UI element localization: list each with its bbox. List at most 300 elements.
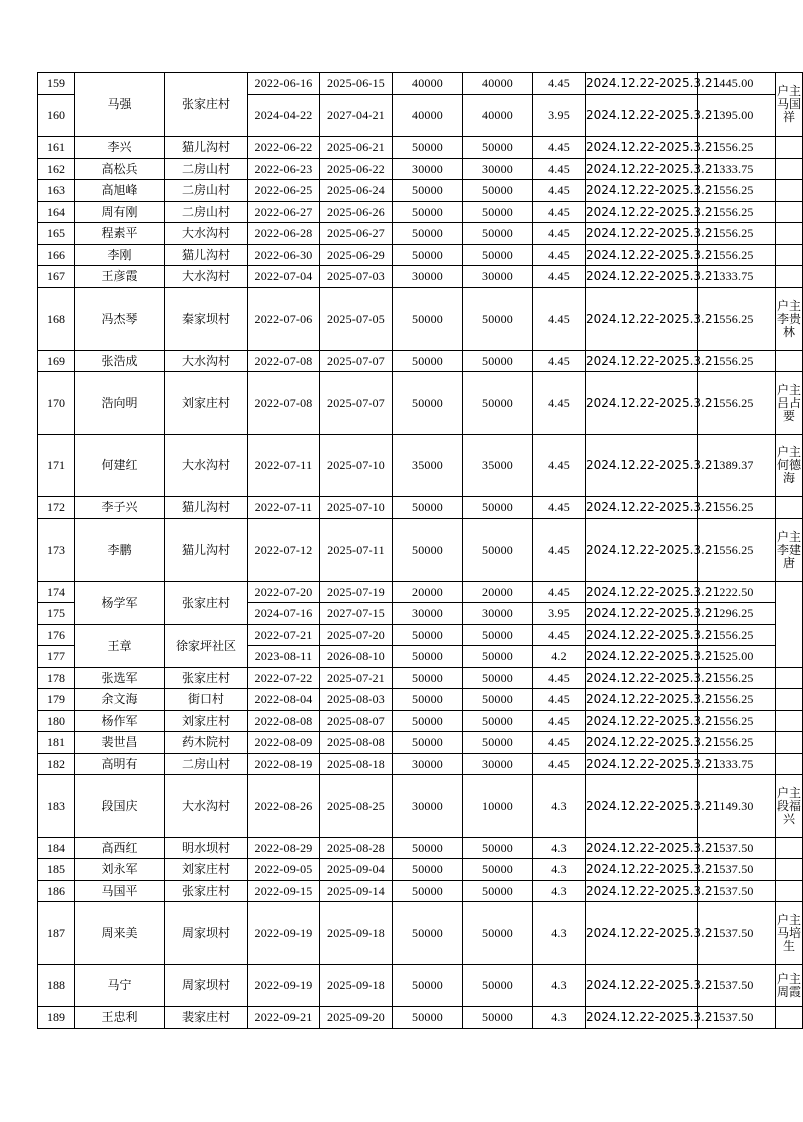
interest-base-cell: 50000 (463, 497, 533, 519)
row-number-cell: 163 (38, 180, 75, 202)
remark-line: 海 (782, 471, 795, 485)
loan-amount-cell: 50000 (393, 245, 463, 266)
loan-start-date-cell: 2022-07-08 (248, 351, 320, 372)
remark-line: 户主 (776, 382, 801, 397)
interest-amount-cell: 556.25 (698, 245, 776, 266)
table-row (38, 582, 803, 603)
interest-amount-cell: 537.50 (698, 881, 776, 902)
remark-cell (776, 965, 803, 1007)
loan-end-date-cell: 2025-09-20 (320, 1007, 393, 1029)
interest-base-cell: 35000 (463, 435, 533, 497)
loan-end-date-cell: 2025-07-10 (320, 497, 393, 519)
interest-base-cell: 40000 (463, 73, 533, 95)
row-number-cell: 184 (38, 838, 75, 859)
loan-end-date-cell: 2025-09-14 (320, 881, 393, 902)
loan-end-date-cell: 2027-07-15 (320, 603, 393, 625)
interest-period-cell: 2024.12.22-2025.3.21 (586, 965, 698, 1007)
village-cell: 明水坝村 (165, 838, 248, 859)
borrower-name-cell: 李子兴 (75, 497, 165, 519)
borrower-name-cell: 李刚 (75, 245, 165, 266)
remark-cell (776, 137, 803, 159)
loan-start-date-cell: 2022-07-06 (248, 288, 320, 351)
borrower-name-cell: 浩向明 (75, 372, 165, 435)
interest-rate-cell: 4.45 (533, 288, 586, 351)
interest-period-cell: 2024.12.22-2025.3.21 (586, 95, 698, 137)
borrower-name-cell: 马宁 (75, 965, 165, 1007)
interest-rate-cell: 4.45 (533, 689, 586, 711)
village-cell: 猫儿沟村 (165, 519, 248, 582)
loan-start-date-cell: 2022-08-08 (248, 711, 320, 732)
interest-base-cell: 50000 (463, 646, 533, 668)
loan-end-date-cell: 2025-06-29 (320, 245, 393, 266)
interest-rate-cell: 4.3 (533, 902, 586, 965)
loan-end-date-cell: 2025-07-07 (320, 372, 393, 435)
village-cell: 刘家庄村 (165, 859, 248, 881)
table-row (38, 137, 803, 159)
interest-period-cell: 2024.12.22-2025.3.21 (586, 881, 698, 902)
table-row (38, 223, 803, 245)
table-row (38, 732, 803, 754)
loan-amount-cell: 50000 (393, 902, 463, 965)
remark-line: 户主 (776, 912, 801, 927)
remark-line: 林 (782, 324, 795, 339)
interest-amount-cell: 537.50 (698, 1007, 776, 1029)
remark-line: 李建 (776, 542, 801, 557)
loan-end-date-cell: 2025-06-26 (320, 202, 393, 223)
loan-amount-cell: 50000 (393, 288, 463, 351)
table-row (38, 497, 803, 519)
borrower-name-cell: 马国平 (75, 881, 165, 902)
loan-end-date-cell: 2025-09-04 (320, 859, 393, 881)
interest-amount-cell: 556.25 (698, 202, 776, 223)
interest-base-cell: 50000 (463, 372, 533, 435)
table-row (38, 625, 803, 646)
loan-amount-cell: 50000 (393, 965, 463, 1007)
loan-end-date-cell: 2027-04-21 (320, 95, 393, 137)
interest-period-cell: 2024.12.22-2025.3.21 (586, 775, 698, 838)
loan-amount-cell: 50000 (393, 137, 463, 159)
loan-amount-cell: 50000 (393, 732, 463, 754)
row-number-cell: 178 (38, 668, 75, 689)
loan-start-date-cell: 2022-06-30 (248, 245, 320, 266)
interest-base-cell: 50000 (463, 223, 533, 245)
village-cell: 猫儿沟村 (165, 497, 248, 519)
table-row (38, 266, 803, 288)
interest-period-cell: 2024.12.22-2025.3.21 (586, 646, 698, 668)
loan-end-date-cell: 2025-08-25 (320, 775, 393, 838)
interest-period-cell: 2024.12.22-2025.3.21 (586, 245, 698, 266)
remark-cell (776, 711, 803, 732)
row-number-cell: 183 (38, 775, 75, 838)
borrower-name-cell: 高松兵 (75, 159, 165, 180)
loan-start-date-cell: 2023-08-11 (248, 646, 320, 668)
interest-amount-cell: 537.50 (698, 838, 776, 859)
loan-amount-cell: 50000 (393, 351, 463, 372)
remark-cell (776, 689, 803, 711)
loan-start-date-cell: 2022-08-09 (248, 732, 320, 754)
interest-rate-cell: 4.3 (533, 838, 586, 859)
remark-cell (776, 180, 803, 202)
interest-amount-cell: 537.50 (698, 902, 776, 965)
loan-start-date-cell: 2022-07-21 (248, 625, 320, 646)
interest-period-cell: 2024.12.22-2025.3.21 (586, 519, 698, 582)
borrower-name-cell: 何建红 (75, 435, 165, 497)
interest-period-cell: 2024.12.22-2025.3.21 (586, 625, 698, 646)
remark-line: 兴 (782, 811, 795, 826)
loan-amount-cell: 40000 (393, 95, 463, 137)
table-body (38, 73, 803, 1029)
interest-period-cell: 2024.12.22-2025.3.21 (586, 668, 698, 689)
village-cell: 秦家坝村 (165, 288, 248, 351)
borrower-name-cell: 高旭峰 (75, 180, 165, 202)
interest-rate-cell: 4.45 (533, 137, 586, 159)
remark-cell (776, 1007, 803, 1029)
remark-line: 吕占 (776, 395, 801, 410)
table-row (38, 902, 803, 965)
table-row (38, 351, 803, 372)
row-number-cell: 170 (38, 372, 75, 435)
loan-end-date-cell: 2025-09-18 (320, 902, 393, 965)
remark-line: 马国 (776, 97, 801, 111)
interest-base-cell: 50000 (463, 137, 533, 159)
loan-end-date-cell: 2025-07-03 (320, 266, 393, 288)
interest-amount-cell: 445.00 (698, 73, 776, 95)
row-number-cell: 182 (38, 754, 75, 775)
loan-amount-cell: 35000 (393, 435, 463, 497)
table-row (38, 859, 803, 881)
remark-cell (776, 351, 803, 372)
loan-end-date-cell: 2025-08-28 (320, 838, 393, 859)
loan-amount-cell: 30000 (393, 775, 463, 838)
interest-period-cell: 2024.12.22-2025.3.21 (586, 711, 698, 732)
borrower-name-cell: 马强 (75, 73, 165, 137)
village-cell: 张家庄村 (165, 881, 248, 902)
village-cell: 猫儿沟村 (165, 137, 248, 159)
loan-start-date-cell: 2022-09-15 (248, 881, 320, 902)
interest-rate-cell: 4.3 (533, 1007, 586, 1029)
interest-base-cell: 50000 (463, 245, 533, 266)
loan-start-date-cell: 2022-07-20 (248, 582, 320, 603)
interest-amount-cell: 556.25 (698, 180, 776, 202)
interest-period-cell: 2024.12.22-2025.3.21 (586, 754, 698, 775)
interest-base-cell: 50000 (463, 625, 533, 646)
village-cell: 刘家庄村 (165, 711, 248, 732)
remark-cell (776, 435, 803, 497)
interest-rate-cell: 3.95 (533, 95, 586, 137)
table-row (38, 965, 803, 1007)
loan-start-date-cell: 2022-06-23 (248, 159, 320, 180)
village-cell: 二房山村 (165, 754, 248, 775)
loan-start-date-cell: 2022-06-22 (248, 137, 320, 159)
interest-base-cell: 50000 (463, 711, 533, 732)
interest-rate-cell: 3.95 (533, 603, 586, 625)
interest-rate-cell: 4.3 (533, 775, 586, 838)
interest-rate-cell: 4.45 (533, 582, 586, 603)
interest-base-cell: 10000 (463, 775, 533, 838)
remark-cell (776, 372, 803, 435)
interest-rate-cell: 4.45 (533, 351, 586, 372)
interest-amount-cell: 556.25 (698, 689, 776, 711)
remark-cell (776, 754, 803, 775)
interest-amount-cell: 333.75 (698, 266, 776, 288)
loan-amount-cell: 20000 (393, 582, 463, 603)
remark-line: 唐 (782, 555, 795, 570)
village-cell: 周家坝村 (165, 965, 248, 1007)
interest-amount-cell: 556.25 (698, 625, 776, 646)
loan-end-date-cell: 2026-08-10 (320, 646, 393, 668)
interest-period-cell: 2024.12.22-2025.3.21 (586, 159, 698, 180)
loan-start-date-cell: 2022-08-04 (248, 689, 320, 711)
interest-period-cell: 2024.12.22-2025.3.21 (586, 202, 698, 223)
row-number-cell: 160 (38, 95, 75, 137)
interest-period-cell: 2024.12.22-2025.3.21 (586, 582, 698, 603)
interest-rate-cell: 4.3 (533, 881, 586, 902)
borrower-name-cell: 王忠利 (75, 1007, 165, 1029)
borrower-name-cell: 周来美 (75, 902, 165, 965)
row-number-cell: 172 (38, 497, 75, 519)
loan-amount-cell: 50000 (393, 1007, 463, 1029)
interest-base-cell: 20000 (463, 582, 533, 603)
remark-line: 马培 (776, 925, 801, 940)
interest-rate-cell: 4.45 (533, 73, 586, 95)
interest-rate-cell: 4.45 (533, 159, 586, 180)
loan-amount-cell: 50000 (393, 668, 463, 689)
interest-period-cell: 2024.12.22-2025.3.21 (586, 288, 698, 351)
row-number-cell: 168 (38, 288, 75, 351)
interest-base-cell: 50000 (463, 668, 533, 689)
village-cell: 徐家坪社区 (165, 625, 248, 668)
interest-period-cell: 2024.12.22-2025.3.21 (586, 497, 698, 519)
village-cell: 二房山村 (165, 180, 248, 202)
loan-end-date-cell: 2025-07-21 (320, 668, 393, 689)
loan-start-date-cell: 2024-04-22 (248, 95, 320, 137)
village-cell: 张家庄村 (165, 582, 248, 625)
loan-end-date-cell: 2025-08-03 (320, 689, 393, 711)
loan-end-date-cell: 2025-07-20 (320, 625, 393, 646)
remark-cell (776, 881, 803, 902)
loan-end-date-cell: 2025-07-19 (320, 582, 393, 603)
loan-amount-cell: 50000 (393, 625, 463, 646)
table-row (38, 711, 803, 732)
loan-amount-cell: 30000 (393, 266, 463, 288)
remark-line: 户主 (776, 298, 801, 313)
loan-amount-cell: 30000 (393, 603, 463, 625)
table-row (38, 519, 803, 582)
village-cell: 大水沟村 (165, 266, 248, 288)
interest-period-cell: 2024.12.22-2025.3.21 (586, 902, 698, 965)
table-row (38, 372, 803, 435)
village-cell: 张家庄村 (165, 73, 248, 137)
remark-cell (776, 582, 803, 668)
interest-base-cell: 50000 (463, 1007, 533, 1029)
loan-start-date-cell: 2022-08-29 (248, 838, 320, 859)
loan-start-date-cell: 2022-08-19 (248, 754, 320, 775)
loan-amount-cell: 50000 (393, 859, 463, 881)
interest-base-cell: 30000 (463, 159, 533, 180)
remark-cell (776, 266, 803, 288)
interest-rate-cell: 4.45 (533, 266, 586, 288)
loan-amount-cell: 50000 (393, 180, 463, 202)
table-row (38, 1007, 803, 1029)
interest-rate-cell: 4.45 (533, 223, 586, 245)
borrower-name-cell: 李兴 (75, 137, 165, 159)
village-cell: 药木院村 (165, 732, 248, 754)
interest-amount-cell: 222.50 (698, 582, 776, 603)
loan-amount-cell: 40000 (393, 73, 463, 95)
interest-rate-cell: 4.45 (533, 732, 586, 754)
loan-start-date-cell: 2022-06-25 (248, 180, 320, 202)
interest-base-cell: 50000 (463, 180, 533, 202)
interest-rate-cell: 4.2 (533, 646, 586, 668)
interest-rate-cell: 4.45 (533, 372, 586, 435)
row-number-cell: 181 (38, 732, 75, 754)
remark-line: 要 (782, 408, 795, 423)
borrower-name-cell: 王彦霞 (75, 266, 165, 288)
interest-period-cell: 2024.12.22-2025.3.21 (586, 351, 698, 372)
interest-rate-cell: 4.45 (533, 202, 586, 223)
interest-amount-cell: 556.25 (698, 351, 776, 372)
interest-period-cell: 2024.12.22-2025.3.21 (586, 732, 698, 754)
interest-amount-cell: 556.25 (698, 223, 776, 245)
remark-cell (776, 519, 803, 582)
borrower-name-cell: 杨学军 (75, 582, 165, 625)
borrower-name-cell: 裴世昌 (75, 732, 165, 754)
loan-amount-cell: 50000 (393, 838, 463, 859)
loan-start-date-cell: 2022-09-21 (248, 1007, 320, 1029)
row-number-cell: 167 (38, 266, 75, 288)
loan-end-date-cell: 2025-06-22 (320, 159, 393, 180)
table-row (38, 881, 803, 902)
village-cell: 二房山村 (165, 159, 248, 180)
table-row (38, 754, 803, 775)
village-cell: 大水沟村 (165, 435, 248, 497)
borrower-name-cell: 刘永军 (75, 859, 165, 881)
interest-base-cell: 50000 (463, 519, 533, 582)
loan-amount-cell: 30000 (393, 159, 463, 180)
interest-base-cell: 50000 (463, 965, 533, 1007)
interest-base-cell: 50000 (463, 288, 533, 351)
interest-base-cell: 50000 (463, 689, 533, 711)
interest-rate-cell: 4.45 (533, 519, 586, 582)
row-number-cell: 164 (38, 202, 75, 223)
table-row (38, 73, 803, 95)
table-row (38, 838, 803, 859)
interest-base-cell: 50000 (463, 859, 533, 881)
loan-start-date-cell: 2022-08-26 (248, 775, 320, 838)
loan-amount-cell: 50000 (393, 497, 463, 519)
remark-cell (776, 775, 803, 838)
loan-end-date-cell: 2025-08-07 (320, 711, 393, 732)
row-number-cell: 173 (38, 519, 75, 582)
interest-base-cell: 50000 (463, 881, 533, 902)
loan-end-date-cell: 2025-06-24 (320, 180, 393, 202)
remark-line: 户主 (776, 84, 801, 98)
loan-start-date-cell: 2022-06-16 (248, 73, 320, 95)
loan-end-date-cell: 2025-07-05 (320, 288, 393, 351)
village-cell: 裴家庄村 (165, 1007, 248, 1029)
borrower-name-cell: 张浩成 (75, 351, 165, 372)
borrower-name-cell: 余文海 (75, 689, 165, 711)
interest-period-cell: 2024.12.22-2025.3.21 (586, 137, 698, 159)
interest-period-cell: 2024.12.22-2025.3.21 (586, 372, 698, 435)
table-row (38, 159, 803, 180)
interest-rate-cell: 4.3 (533, 859, 586, 881)
remark-line: 户主 (776, 785, 801, 800)
row-number-cell: 162 (38, 159, 75, 180)
loan-start-date-cell: 2022-07-04 (248, 266, 320, 288)
table-row (38, 775, 803, 838)
interest-period-cell: 2024.12.22-2025.3.21 (586, 859, 698, 881)
remark-cell (776, 732, 803, 754)
loan-amount-cell: 50000 (393, 881, 463, 902)
interest-amount-cell: 525.00 (698, 646, 776, 668)
interest-period-cell: 2024.12.22-2025.3.21 (586, 223, 698, 245)
interest-base-cell: 50000 (463, 732, 533, 754)
row-number-cell: 174 (38, 582, 75, 603)
interest-amount-cell: 395.00 (698, 95, 776, 137)
table-row (38, 689, 803, 711)
borrower-name-cell: 周有刚 (75, 202, 165, 223)
village-cell: 大水沟村 (165, 223, 248, 245)
row-number-cell: 177 (38, 646, 75, 668)
borrower-name-cell: 张选军 (75, 668, 165, 689)
loan-start-date-cell: 2022-06-27 (248, 202, 320, 223)
interest-amount-cell: 296.25 (698, 603, 776, 625)
interest-rate-cell: 4.45 (533, 754, 586, 775)
remark-cell (776, 859, 803, 881)
remark-cell (776, 73, 803, 137)
remark-line: 祥 (782, 110, 795, 124)
village-cell: 街口村 (165, 689, 248, 711)
loan-start-date-cell: 2022-06-28 (248, 223, 320, 245)
remark-line: 户主 (776, 445, 801, 459)
row-number-cell: 175 (38, 603, 75, 625)
loan-end-date-cell: 2025-08-08 (320, 732, 393, 754)
remark-line: 何德 (776, 458, 801, 472)
row-number-cell: 159 (38, 73, 75, 95)
row-number-cell: 186 (38, 881, 75, 902)
loan-interest-table (37, 72, 803, 1029)
interest-base-cell: 30000 (463, 754, 533, 775)
borrower-name-cell: 程素平 (75, 223, 165, 245)
interest-base-cell: 30000 (463, 603, 533, 625)
table-row (38, 288, 803, 351)
interest-amount-cell: 333.75 (698, 754, 776, 775)
remark-line: 户主 (776, 529, 801, 544)
loan-amount-cell: 30000 (393, 754, 463, 775)
interest-amount-cell: 537.50 (698, 859, 776, 881)
borrower-name-cell: 杨作军 (75, 711, 165, 732)
loan-end-date-cell: 2025-07-11 (320, 519, 393, 582)
loan-start-date-cell: 2022-09-19 (248, 965, 320, 1007)
row-number-cell: 176 (38, 625, 75, 646)
village-cell: 二房山村 (165, 202, 248, 223)
loan-start-date-cell: 2022-09-19 (248, 902, 320, 965)
remark-cell (776, 245, 803, 266)
interest-period-cell: 2024.12.22-2025.3.21 (586, 838, 698, 859)
interest-amount-cell: 556.25 (698, 668, 776, 689)
remark-cell (776, 202, 803, 223)
interest-base-cell: 50000 (463, 202, 533, 223)
loan-start-date-cell: 2022-07-22 (248, 668, 320, 689)
borrower-name-cell: 高西红 (75, 838, 165, 859)
interest-rate-cell: 4.45 (533, 245, 586, 266)
borrower-name-cell: 高明有 (75, 754, 165, 775)
loan-amount-cell: 50000 (393, 646, 463, 668)
row-number-cell: 187 (38, 902, 75, 965)
interest-rate-cell: 4.45 (533, 435, 586, 497)
borrower-name-cell: 李鹏 (75, 519, 165, 582)
